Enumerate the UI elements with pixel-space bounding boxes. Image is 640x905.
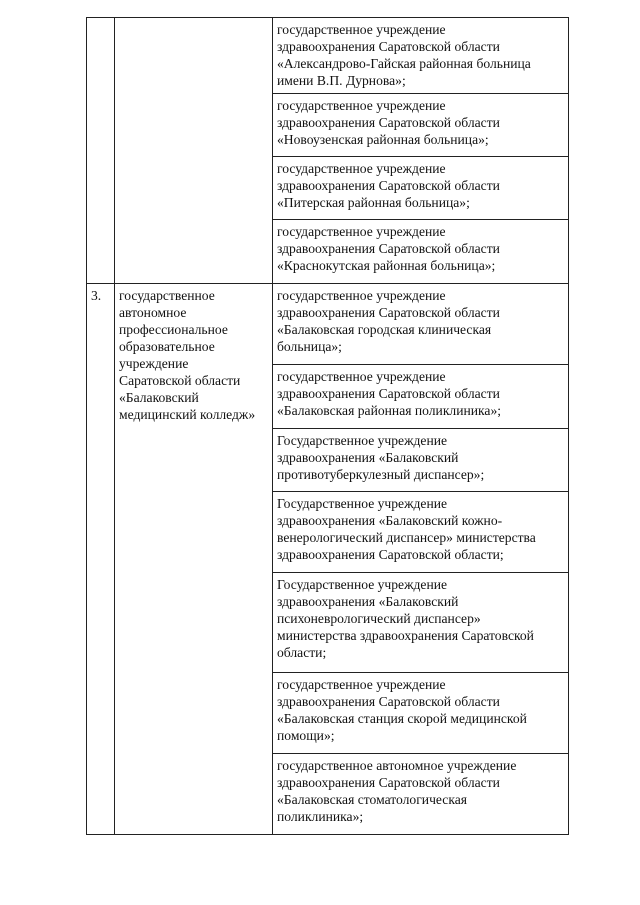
institution-cell: [273, 754, 569, 835]
institution-text: государственное учреждение здравоохранения Саратовской области «Краснокутская районная больница»;: [277, 224, 500, 273]
institution-cell: [273, 94, 569, 157]
row-number-cell: [87, 18, 115, 284]
organization-cell: [115, 18, 273, 284]
institution-text: государственное учреждение здравоохранения Саратовской области «Питерская районная больница»;: [277, 161, 500, 210]
institution-cell: [273, 365, 569, 429]
institution-text: государственное автономное учреждение здравоохранения Саратовской области «Балаковская стоматологическая поликлиника»;: [277, 758, 517, 824]
institution-text: государственное учреждение здравоохранения Саратовской области «Александрово-Гайская районная больница имени В.П. Дурнова»;: [277, 22, 531, 88]
institution-cell: [273, 429, 569, 492]
institutions-table: [86, 17, 569, 835]
institution-text: государственное учреждение здравоохранения Саратовской области «Балаковская районная поликлиника»;: [277, 369, 502, 418]
institution-text: государственное учреждение здравоохранения Саратовской области «Балаковская городская клиническая больница»;: [277, 288, 500, 354]
row-number-cell: 3.: [87, 284, 115, 835]
institution-cell: [273, 220, 569, 284]
institution-cell: [273, 157, 569, 220]
institution-cell: [273, 492, 569, 573]
institution-text: государственное учреждение здравоохранения Саратовской области «Новоузенская районная больница»;: [277, 98, 500, 147]
institution-text: Государственное учреждение здравоохранения «Балаковский психоневрологический диспансер» министерства здравоохранения Саратовской области;: [277, 577, 534, 660]
organization-cell: государственное автономное профессиональное образовательное учреждение Саратовской области «Балаковский медицинский колледж»: [115, 284, 273, 835]
institution-cell: [273, 18, 569, 94]
institution-cell: [273, 673, 569, 754]
institution-text: Государственное учреждение здравоохранения «Балаковский кожно- венерологический диспансер» министерства здравоохранения Саратовской области;: [277, 496, 536, 562]
institution-cell: [273, 284, 569, 365]
table-row: [87, 18, 569, 94]
institution-text: Государственное учреждение здравоохранения «Балаковский противотуберкулезный диспансер»;: [277, 433, 485, 482]
table-row: [87, 284, 569, 365]
institution-cell: [273, 573, 569, 673]
institution-text: государственное учреждение здравоохранения Саратовской области «Балаковская станция скорой медицинской помощи»;: [277, 677, 527, 743]
